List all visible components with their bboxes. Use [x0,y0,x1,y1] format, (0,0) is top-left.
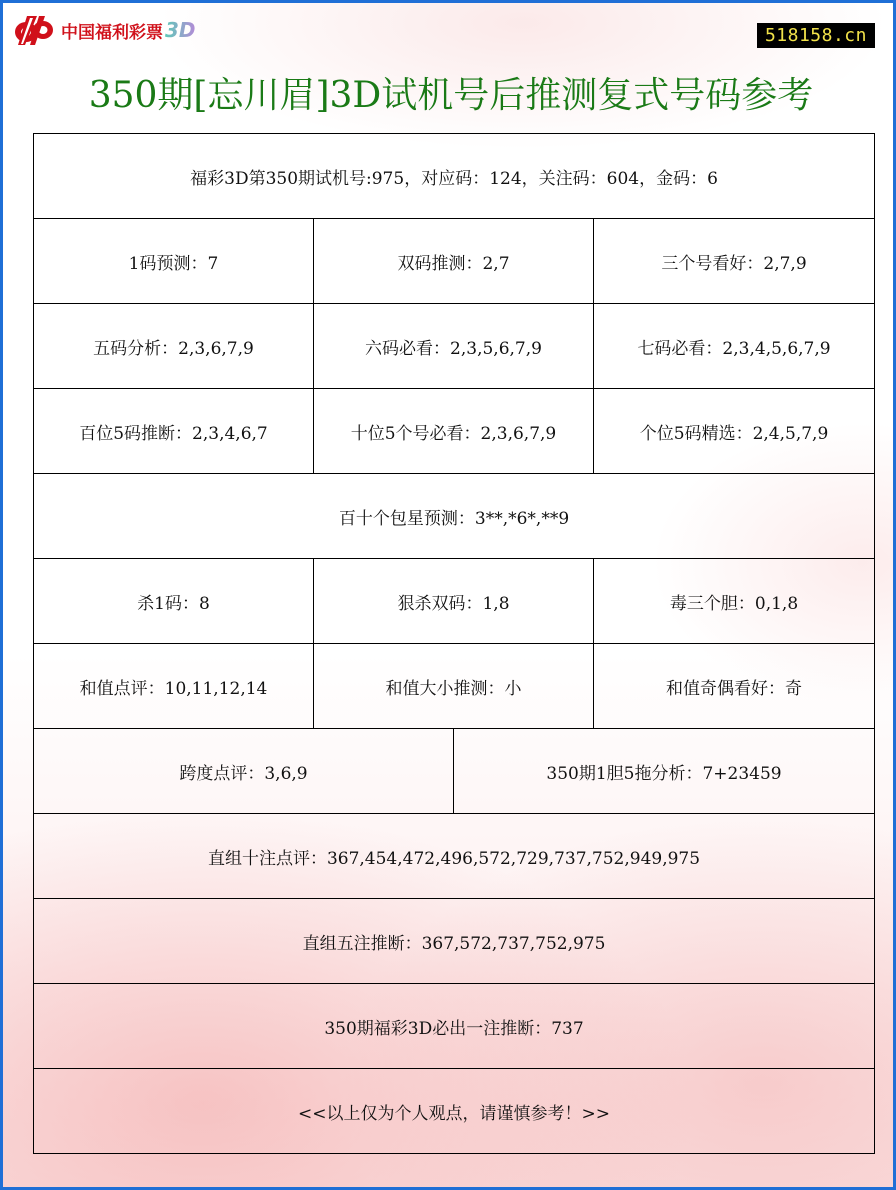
one-anchor-five-drag: 350期1胆5拖分析：7+23459 [454,729,875,814]
table-row [34,814,875,899]
six-code-must-see: 六码必看：2,3,5,6,7,9 [314,304,594,389]
table-row [34,474,875,559]
table-row [34,134,875,219]
site-badge[interactable]: 518158.cn [757,23,875,48]
single-pick: 350期福彩3D必出一注推断：737 [34,984,875,1069]
direct-ten-picks: 直组十注点评：367,454,472,496,572,729,737,752,949,975 [34,814,875,899]
table-row [34,644,875,729]
table-row [34,729,875,814]
page-title: 350期[忘川眉]3D试机号后推测复式号码参考 [88,75,814,116]
hundreds-five-code: 百位5码推断：2,3,4,6,7 [34,389,314,474]
table-row [34,1069,875,1154]
units-five-code: 个位5码精选：2,4,5,7,9 [594,389,875,474]
table-row [34,984,875,1069]
table-row [34,899,875,984]
prediction-table [33,133,875,1154]
tens-five-code: 十位5个号必看：2,3,6,7,9 [314,389,594,474]
trial-number-info: 福彩3D第350期试机号:975，对应码：124，关注码：604，金码：6 [34,134,875,219]
sum-size-prediction: 和值大小推测：小 [314,644,594,729]
sum-parity-pick: 和值奇偶看好：奇 [594,644,875,729]
kill-one-code: 杀1码：8 [34,559,314,644]
logo-3d-suffix: 3D [165,18,196,42]
lottery-logo [13,13,196,47]
three-anchor-codes: 毒三个胆：0,1,8 [594,559,875,644]
kill-two-codes: 狠杀双码：1,8 [314,559,594,644]
two-code-prediction: 双码推测：2,7 [314,219,594,304]
one-code-prediction: 1码预测：7 [34,219,314,304]
three-number-pick: 三个号看好：2,7,9 [594,219,875,304]
cwl-logo-icon [13,14,55,46]
five-code-analysis: 五码分析：2,3,6,7,9 [34,304,314,389]
table-row [34,304,875,389]
table-row [34,559,875,644]
logo-text: 中国福利彩票 [61,22,163,43]
direct-five-picks: 直组五注推断：367,572,737,752,975 [34,899,875,984]
span-review: 跨度点评：3,6,9 [34,729,454,814]
position-star-prediction: 百十个包星预测：3**,*6*,**9 [34,474,875,559]
seven-code-must-see: 七码必看：2,3,4,5,6,7,9 [594,304,875,389]
disclaimer: <<以上仅为个人观点，请谨慎参考！>> [34,1069,875,1154]
table-row [34,389,875,474]
sum-value-review: 和值点评：10,11,12,14 [34,644,314,729]
table-row [34,219,875,304]
